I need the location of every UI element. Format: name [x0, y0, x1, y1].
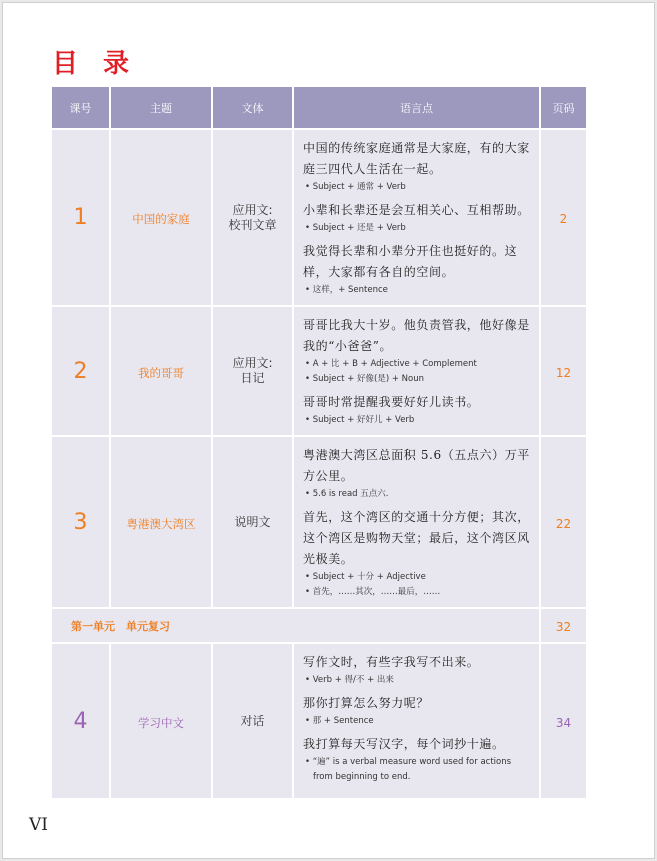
language-points-cell [294, 644, 539, 798]
header-page: 页码 [541, 87, 586, 128]
page-cell[interactable] [541, 307, 586, 435]
example-sentence: 我打算每天写汉字，每个词抄十遍。 [303, 737, 505, 751]
page-cell[interactable] [541, 644, 586, 798]
genre-sublabel: 校刊文章 [228, 217, 277, 232]
unit-review-row [52, 609, 586, 642]
grammar-pattern: • 5.6 is read 五点六. [305, 489, 389, 499]
table-header-row [52, 87, 586, 128]
unit-review-link[interactable]: 第一单元 单元复习 [52, 609, 539, 642]
header-language-points: 语言点 [294, 87, 539, 128]
example-sentence: 哥哥时常提醒我要好好儿读书。 [303, 395, 480, 409]
lesson-number: 3 [73, 509, 88, 535]
page-cell[interactable] [541, 437, 586, 607]
document-page [2, 2, 655, 859]
table-row [52, 307, 586, 435]
grammar-pattern: • A + 比 + B + Adjective + Complement [305, 359, 477, 369]
lesson-topic-link[interactable]: 中国的家庭 [132, 212, 190, 226]
header-lesson-number: 课号 [52, 87, 109, 128]
grammar-pattern: • Verb + 得/不 + 出来 [305, 675, 394, 685]
page-cell[interactable] [541, 609, 586, 642]
grammar-pattern: • Subject + 好好儿 + Verb [305, 415, 415, 425]
topic-cell[interactable] [111, 307, 211, 435]
genre-cell [213, 307, 292, 435]
lesson-topic-link[interactable]: 我的哥哥 [138, 365, 184, 380]
language-points-cell [294, 437, 539, 607]
lesson-number-cell [52, 437, 109, 607]
grammar-pattern: • 首先，……其次，……最后，…… [305, 587, 441, 597]
page-title: 目 录 [52, 49, 138, 79]
page-number-footer: VI [29, 815, 48, 835]
topic-cell[interactable] [111, 130, 211, 305]
grammar-pattern: • “遍” is a verbal measure word used for actions from beginning to end. [305, 757, 512, 782]
topic-cell[interactable] [111, 437, 211, 607]
grammar-pattern: • Subject + 通常 + Verb [305, 182, 406, 192]
genre-label: 说明文 [234, 514, 271, 529]
lesson-topic-link[interactable]: 学习中文 [138, 715, 184, 730]
page-number-link[interactable]: 34 [555, 715, 572, 730]
genre-cell [213, 437, 292, 607]
table-row [52, 437, 586, 607]
page-number-link[interactable]: 32 [555, 620, 572, 634]
example-sentence: 我觉得长辈和小辈分开住也挺好的。这样，大家都有各自的空间。 [303, 244, 518, 279]
example-sentence: 粤港澳大湾区总面积 5.6（五点六）万平方公里。 [303, 448, 530, 483]
grammar-pattern: • Subject + 好像(是) + Noun [305, 374, 425, 384]
grammar-pattern: • 那 + Sentence [305, 716, 374, 726]
page-number-link[interactable]: 12 [555, 365, 572, 380]
genre-label: 应用文: [232, 356, 273, 370]
header-topic: 主题 [111, 87, 211, 128]
example-sentence: 首先，这个湾区的交通十分方便；其次，这个湾区是购物天堂；最后，这个湾区风光极美。 [303, 510, 530, 566]
lesson-number: 2 [73, 358, 88, 384]
example-sentence: 小辈和长辈还是会互相关心、互相帮助。 [303, 203, 530, 217]
lesson-number: 1 [73, 205, 88, 230]
table-row [52, 130, 586, 305]
header-genre: 文体 [213, 87, 292, 128]
language-points-cell [294, 307, 539, 435]
lesson-number-cell [52, 644, 109, 798]
table-of-contents [50, 85, 588, 800]
genre-label: 应用文: [232, 202, 273, 217]
genre-sublabel: 日记 [240, 371, 265, 385]
grammar-pattern: • 这样，+ Sentence [305, 285, 388, 295]
topic-cell[interactable] [111, 644, 211, 798]
page-number-link[interactable]: 2 [559, 212, 568, 226]
lesson-number-cell [52, 130, 109, 305]
lesson-topic-link[interactable]: 粤港澳大湾区 [126, 516, 196, 531]
page-number-link[interactable]: 22 [555, 516, 572, 531]
genre-label: 对话 [240, 713, 265, 728]
genre-cell [213, 644, 292, 798]
genre-cell [213, 130, 292, 305]
lesson-number: 4 [73, 708, 88, 734]
page-cell[interactable] [541, 130, 586, 305]
example-sentence: 哥哥比我大十岁。他负责管我，他好像是我的“小爸爸”。 [303, 318, 530, 353]
example-sentence: 中国的传统家庭通常是大家庭，有的大家庭三四代人生活在一起。 [303, 141, 530, 176]
table-row [52, 644, 586, 798]
example-sentence: 那你打算怎么努力呢？ [303, 696, 430, 710]
language-points-cell [294, 130, 539, 305]
example-sentence: 写作文时，有些字我写不出来。 [303, 655, 480, 669]
grammar-pattern: • Subject + 还是 + Verb [305, 223, 406, 233]
grammar-pattern: • Subject + 十分 + Adjective [305, 572, 426, 582]
lesson-number-cell [52, 307, 109, 435]
